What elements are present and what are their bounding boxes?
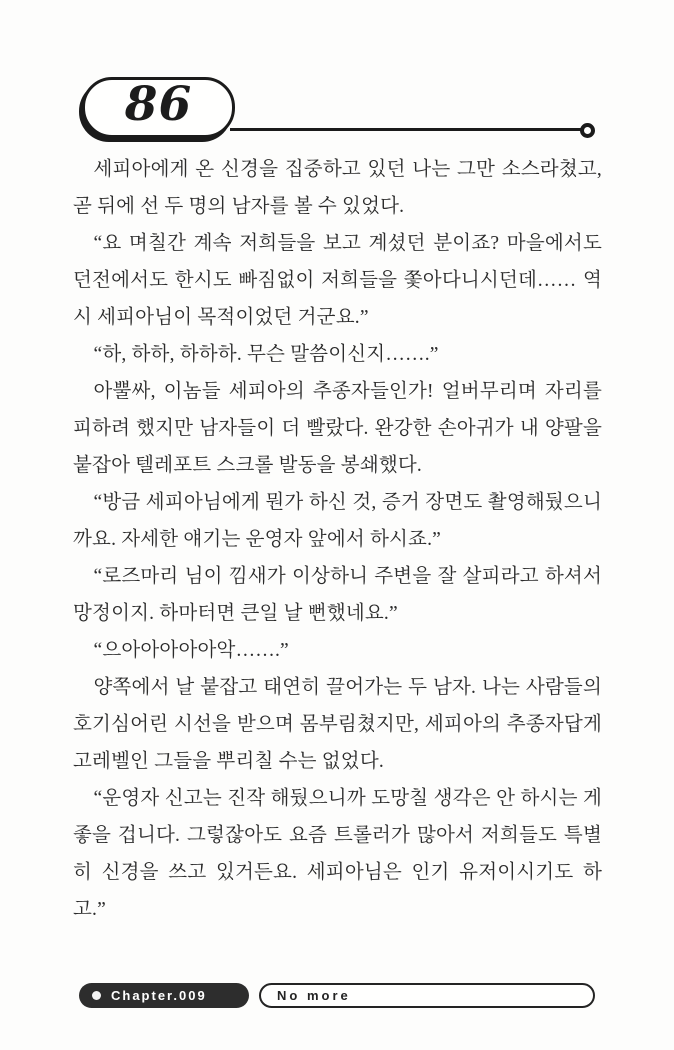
section-title-label: No more [277, 988, 351, 1003]
header-rule [230, 128, 582, 131]
paragraph: “하, 하하, 하하하. 무슨 말씀이신지…….” [93, 344, 439, 365]
page-number: 86 [124, 77, 193, 132]
paragraph: “운영자 신고는 진작 해뒀으니까 도망칠 생각은 안 하시는 게 좋을 겁니다. 그렇잖아도 요즘 트롤러가 많아서 저희들도 특별히 신경을 쓰고 있거든요. 세피아님은 인기 유저이시기도 하고.” [73, 788, 602, 920]
section-title-pill [259, 983, 595, 1008]
paragraph: “으아아아아아악…….” [93, 640, 289, 661]
chapter-badge [79, 983, 249, 1008]
paragraph: “방금 세피아님에게 뭔가 하신 것, 증거 장면도 촬영해뒀으니까요. 자세한 얘기는 운영자 앞에서 하시죠.” [73, 492, 602, 550]
body-text [73, 151, 602, 928]
paragraph: 양쪽에서 날 붙잡고 태연히 끌어가는 두 남자. 나는 사람들의 호기심어린 시선을 받으며 몸부림쳤지만, 세피아의 추종자답게 고레벨인 그들을 뿌리칠 수는 없었다. [73, 677, 602, 772]
bullet-dot-icon [92, 991, 101, 1000]
header-rule-end-dot-icon [580, 123, 595, 138]
paragraph: “요 며칠간 계속 저희들을 보고 계셨던 분이죠? 마을에서도 던전에서도 한시도 빠짐없이 저희들을 쫓아다니시던데…… 역시 세피아님이 목적이었던 거군요.” [73, 233, 602, 328]
paragraph: “로즈마리 님이 낌새가 이상하니 주변을 잘 살피라고 하셔서 망정이지. 하마터면 큰일 날 뻔했네요.” [73, 566, 602, 624]
page-number-badge [82, 77, 235, 138]
paragraph: 아뿔싸, 이놈들 세피아의 추종자들인가! 얼버무리며 자리를 피하려 했지만 남자들이 더 빨랐다. 완강한 손아귀가 내 양팔을 붙잡아 텔레포트 스크롤 발동을 봉쇄했다. [73, 381, 602, 476]
paragraph: 세피아에게 온 신경을 집중하고 있던 나는 그만 소스라쳤고, 곧 뒤에 선 두 명의 남자를 볼 수 있었다. [73, 159, 602, 217]
chapter-label: Chapter.009 [111, 988, 207, 1003]
